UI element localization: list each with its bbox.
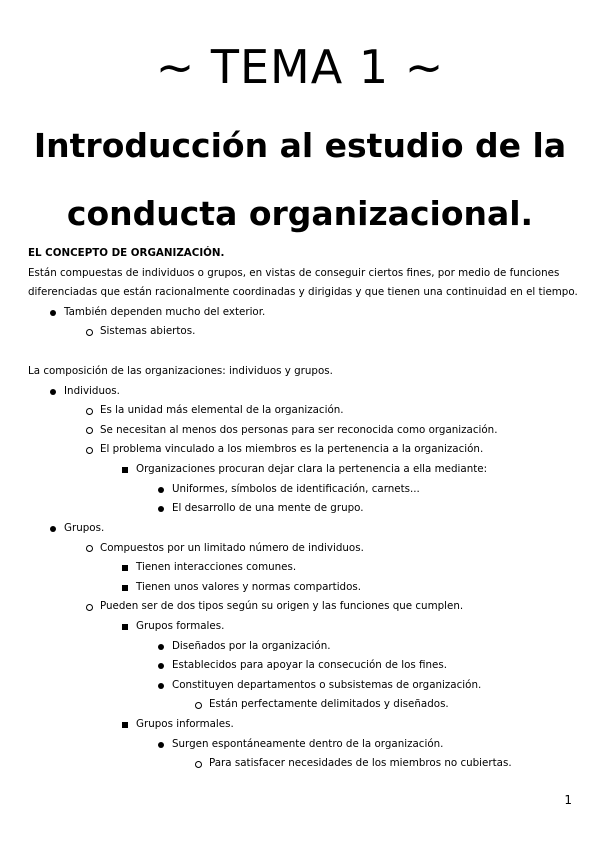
bullet-icon (50, 389, 56, 395)
body-section-1 (28, 244, 588, 342)
list-item-text: Pueden ser de dos tipos según su origen y las funciones que cumplen. (100, 600, 464, 613)
bullet-icon (158, 742, 164, 748)
list-item (28, 499, 588, 519)
list-item (28, 558, 588, 578)
body-section-3 (28, 519, 588, 774)
list-item (28, 460, 588, 480)
bullet-icon (158, 506, 164, 512)
list-item-text: Individuos. (64, 384, 120, 397)
list-item (28, 303, 588, 323)
list-item (28, 480, 588, 500)
bullet-icon (86, 427, 93, 434)
list-item-text: Para satisfacer necesidades de los miembros no cubiertas. (209, 757, 512, 770)
bullet-icon (195, 761, 202, 768)
list-item-text: Constituyen departamentos o subsistemas de organización. (172, 678, 482, 691)
list-item (28, 597, 588, 617)
list-item (28, 519, 588, 539)
list-item-text: Tienen unos valores y normas compartidos. (136, 580, 362, 593)
page-number: 1 (564, 793, 572, 807)
topic-title: ~ TEMA 1 ~ (155, 40, 445, 94)
chapter-title-line-2: conducta organizacional. (66, 194, 534, 233)
list-item (28, 539, 588, 559)
list-item (28, 578, 588, 598)
bullet-icon (122, 624, 128, 630)
list-item-text: Surgen espontáneamente dentro de la organización. (172, 737, 444, 750)
bullet-icon (158, 644, 164, 650)
list-item (28, 656, 588, 676)
list-item-text: Se necesitan al menos dos personas para ser reconocida como organización. (100, 423, 498, 436)
list-item-text: Uniformes, símbolos de identificación, carnets... (172, 482, 420, 495)
list-item-text: Es la unidad más elemental de la organización. (100, 404, 344, 417)
paragraph-line: diferenciadas que están racionalmente coordinadas y dirigidas y que tienen una continuidad en el tiempo. (28, 286, 578, 299)
list-item (28, 695, 588, 715)
list-item (28, 735, 588, 755)
list-item-text: Tienen interacciones comunes. (136, 561, 297, 574)
list-item-text: También dependen mucho del exterior. (64, 305, 266, 318)
list-item-text: Compuestos por un limitado número de individuos. (100, 541, 364, 554)
bullet-icon (122, 565, 128, 571)
section-heading: EL CONCEPTO DE ORGANIZACIÓN. (28, 247, 225, 259)
list-item-text: Diseñados por la organización. (172, 639, 331, 652)
paragraph-line: Están compuestas de individuos o grupos, en vistas de conseguir ciertos fines, por medio de funciones (28, 266, 560, 279)
chapter-title-line-1: Introducción al estudio de la (33, 126, 567, 165)
list-item (28, 715, 588, 735)
paragraph: La composición de las organizaciones: individuos y grupos. (28, 365, 333, 377)
bullet-icon (86, 329, 93, 336)
list-item-text: Sistemas abiertos. (100, 325, 196, 338)
list-item (28, 617, 588, 637)
bullet-icon (86, 545, 93, 552)
bullet-icon (86, 447, 93, 454)
bullet-icon (158, 683, 164, 689)
list-item (28, 754, 588, 774)
bullet-icon (86, 604, 93, 611)
body-section-2 (28, 362, 588, 519)
bullet-list (28, 519, 588, 774)
bullet-icon (122, 467, 128, 473)
bullet-icon (86, 408, 93, 415)
bullet-icon (158, 663, 164, 669)
list-item (28, 382, 588, 402)
list-item (28, 322, 588, 342)
list-item-text: Grupos. (64, 522, 105, 534)
list-item-text: El desarrollo de una mente de grupo. (172, 502, 364, 515)
list-item (28, 676, 588, 696)
list-item (28, 401, 588, 421)
list-item-text: Están perfectamente delimitados y diseñados. (209, 698, 449, 711)
bullet-list (28, 382, 588, 519)
bullet-icon (195, 702, 202, 709)
list-item-text: Grupos informales. (136, 717, 234, 730)
list-item-text: El problema vinculado a los miembros es la pertenencia a la organización. (100, 443, 484, 456)
list-item-text: Grupos formales. (136, 619, 225, 632)
list-item-text: Organizaciones procuran dejar clara la pertenencia a ella mediante: (136, 462, 488, 475)
bullet-icon (122, 722, 128, 728)
list-item-text: Establecidos para apoyar la consecución de los fines. (172, 659, 448, 672)
bullet-icon (50, 310, 56, 316)
list-item (28, 440, 588, 460)
bullet-icon (122, 585, 128, 591)
bullet-icon (50, 526, 56, 532)
bullet-list (28, 303, 588, 342)
list-item (28, 637, 588, 657)
list-item (28, 421, 588, 441)
bullet-icon (158, 487, 164, 493)
